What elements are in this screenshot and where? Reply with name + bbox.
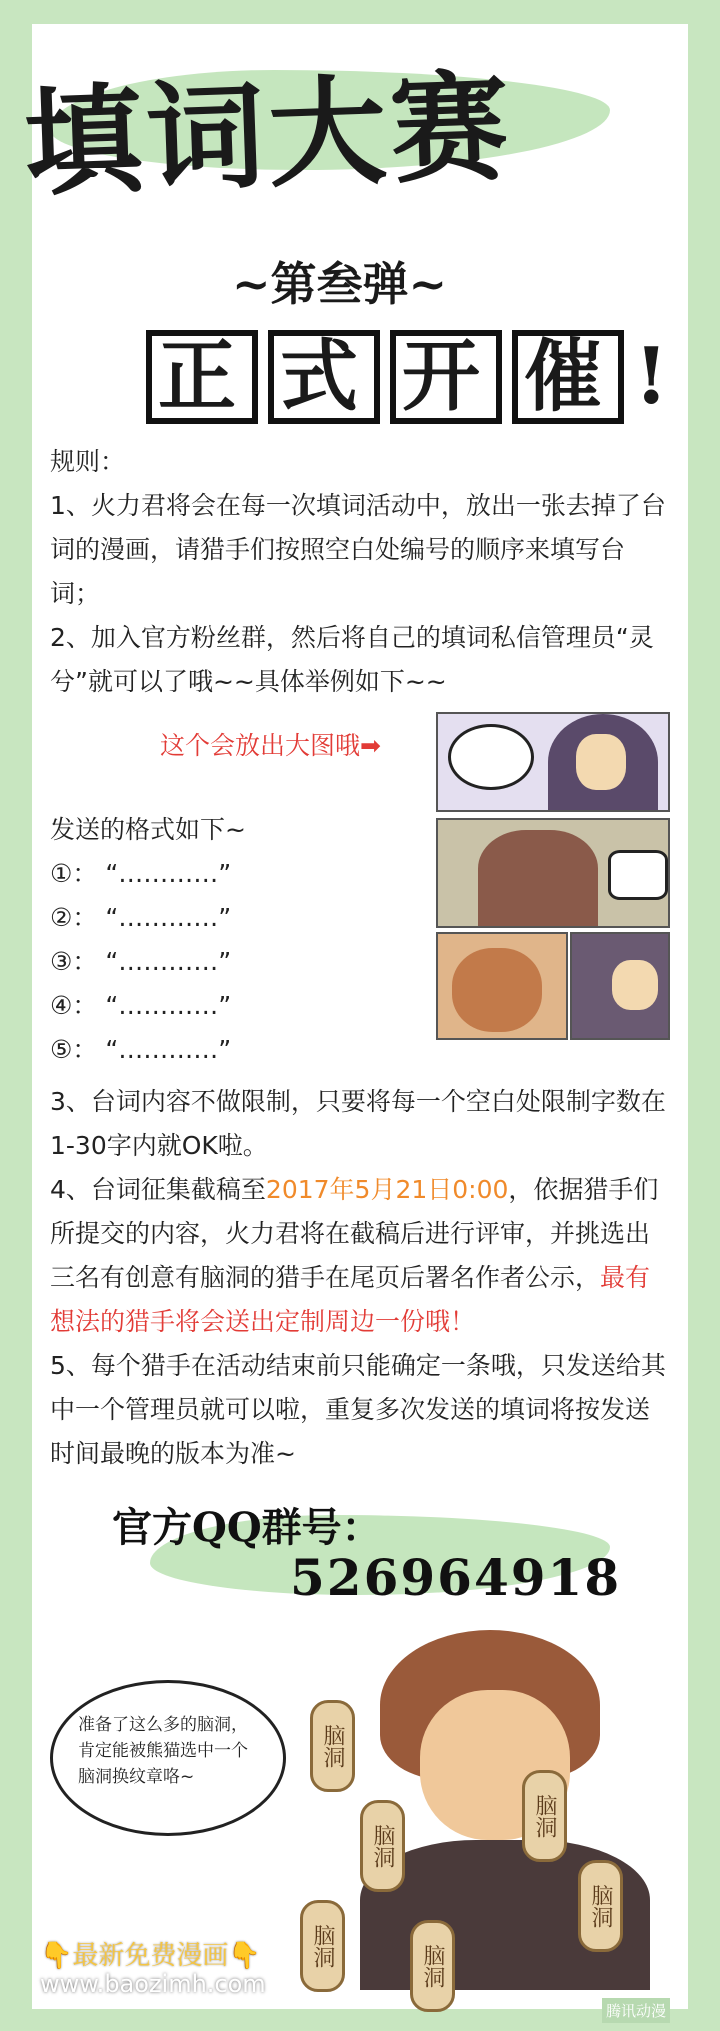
rules-heading: 规则： [50, 447, 126, 476]
format-line-3: ③： “…………” [50, 947, 232, 976]
qq-group-number: 526964918 [290, 1548, 622, 1607]
rule-1: 1、火力君将会在每一次填词活动中，放出一张去掉了台词的漫画，请猎手们按照空白处编号的顺序来填写台词； [50, 491, 666, 608]
rule-4 [50, 1168, 672, 1344]
scroll-3: 脑洞 [522, 1770, 567, 1862]
rule-4-start: 4、台词征集截稿至 [50, 1175, 266, 1204]
scroll-1: 脑洞 [310, 1700, 355, 1792]
watermark-line2: www.baozimh.com [40, 1970, 266, 1998]
blond-face [576, 734, 626, 790]
format-line-1: ①： “…………” [50, 859, 232, 888]
scroll-5: 脑洞 [300, 1900, 345, 1992]
opening-char: 式 [268, 330, 380, 424]
watermark-line1: 👇最新免费漫画👇 [40, 1941, 261, 1971]
qq-group-label: 官方QQ群号： [112, 1504, 382, 1551]
big-image-note: 这个会放出大图哦➡ [160, 731, 381, 760]
rule-5: 5、每个猎手在活动结束前只能确定一条哦，只发送给其中一个管理员就可以啦，重复多次发送的填词将按发送时间最晚的版本为准~ [50, 1351, 666, 1468]
rule-4-deadline: 2017年5月21日0:00 [265, 1175, 509, 1204]
opening-exclaim: ! [634, 331, 679, 422]
format-line-4: ④： “…………” [50, 991, 232, 1020]
format-line-2: ②： “…………” [50, 903, 232, 932]
format-heading: 发送的格式如下~ [50, 815, 246, 844]
rule-2: 2、加入官方粉丝群，然后将自己的填词私信管理员“灵兮”就可以了哦~~具体举例如下~~ [50, 623, 654, 696]
rule-3: 3、台词内容不做限制，只要将每一个空白处限制字数在1-30字内就OK啦。 [50, 1087, 666, 1160]
opening-banner [146, 330, 678, 424]
speech-text: 准备了这么多的脑洞，肯定能被熊猫选中一个脑洞换纹章咯~ [78, 1715, 248, 1787]
rule-4-prize: 最有想法的猎手将会送出定制周边一份哦！ [50, 1263, 651, 1336]
opening-char: 开 [390, 330, 502, 424]
event-title: 填词大赛 [22, 56, 515, 213]
empty-speech-bubble [448, 724, 534, 790]
opening-char: 催 [512, 330, 624, 424]
format-line-5: ⑤： “…………” [50, 1035, 232, 1064]
event-subtitle: ~第叁弹~ [232, 257, 448, 311]
rule-4-middle: ，依据猎手们所提交的内容，火力君将在截稿后进行评审，并挑选出三名有创意有脑洞的猎手在尾页后署名作者公示， [50, 1175, 659, 1292]
opening-char: 正 [146, 330, 258, 424]
example-panel-top [436, 712, 670, 812]
tencent-comic-logo: 腾讯动漫 [602, 1998, 670, 2023]
scroll-6: 脑洞 [410, 1920, 455, 2012]
scroll-4: 脑洞 [578, 1860, 623, 1952]
scroll-2: 脑洞 [360, 1800, 405, 1892]
